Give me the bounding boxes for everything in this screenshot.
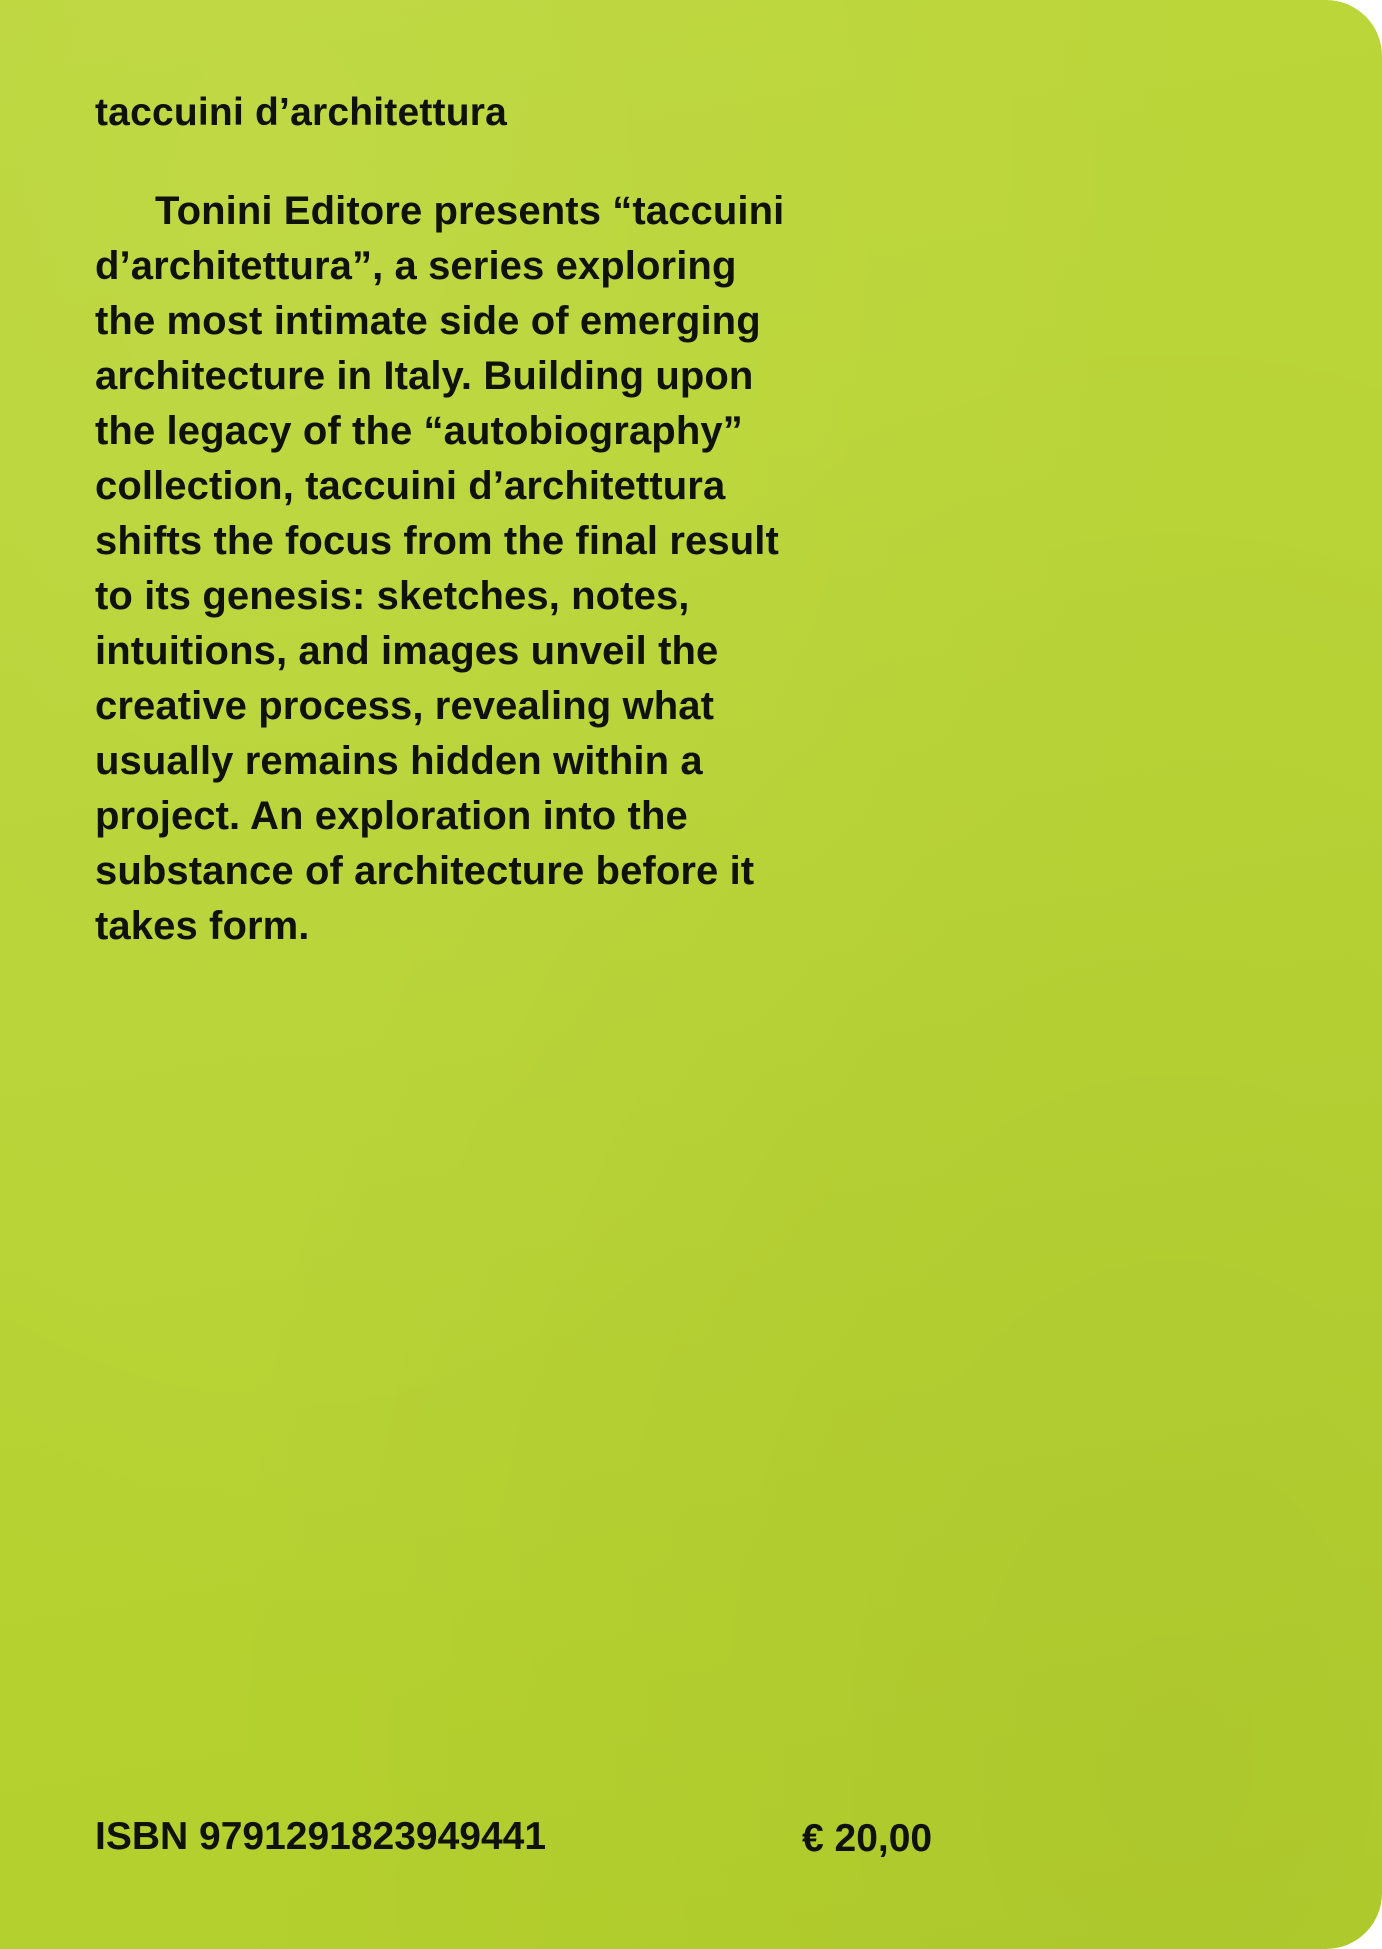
series-title: taccuini d’architettura: [95, 91, 508, 134]
isbn-number: ISBN 9791291823949441: [95, 1815, 547, 1858]
blurb-line: substance of architecture before it: [95, 849, 755, 893]
blurb-line: creative process, revealing what: [95, 684, 715, 728]
blurb-line: intuitions, and images unveil the: [95, 629, 719, 673]
blurb-line: d’architettura”, a series exploring: [95, 244, 737, 288]
blurb-line: project. An exploration into the: [95, 794, 688, 838]
blurb-line: to its genesis: sketches, notes,: [95, 574, 690, 618]
blurb-line: architecture in Italy. Building upon: [95, 354, 754, 398]
blurb-line: usually remains hidden within a: [95, 739, 703, 783]
blurb-line: shifts the focus from the final result: [95, 519, 779, 563]
blurb-line: the most intimate side of emerging: [95, 299, 761, 343]
blurb-paragraph: [95, 184, 930, 954]
blurb-line: collection, taccuini d’architettura: [95, 464, 726, 508]
blurb-line: Tonini Editore presents “taccuini: [155, 189, 785, 233]
blurb-line: takes form.: [95, 904, 310, 948]
price-label: € 20,00: [802, 1817, 933, 1860]
blurb-line: the legacy of the “autobiography”: [95, 409, 743, 453]
